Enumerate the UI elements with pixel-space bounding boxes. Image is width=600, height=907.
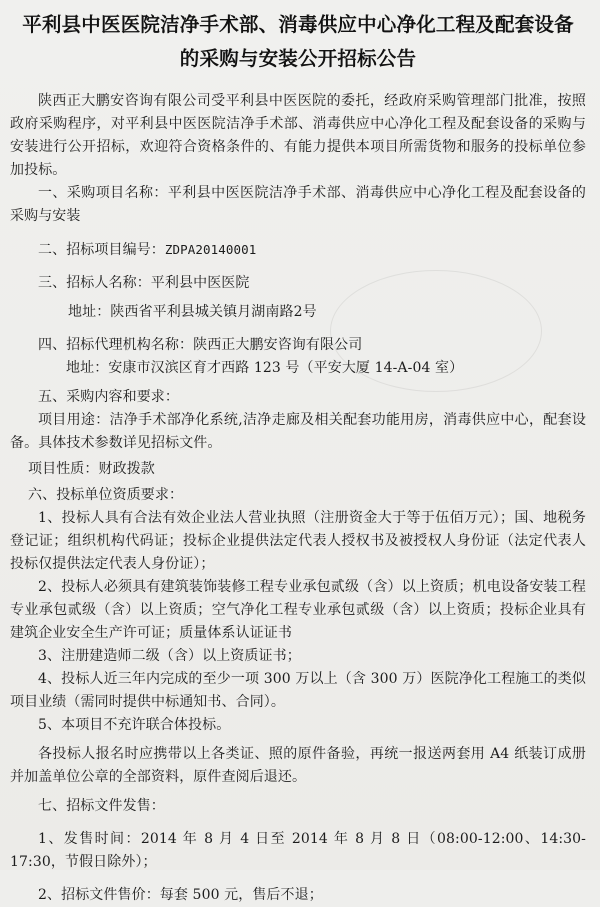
title-line-2: 的采购与安装公开招标公告: [179, 47, 417, 70]
section-5-heading: 五、采购内容和要求：: [38, 389, 179, 405]
section-6-item-2: 2、投标人必须具有建筑装饰装修工程专业承包贰级（含）以上资质；机电设备安装工程专业承包贰级（含）以上资质；空气净化工程专业承包贰级（含）以上资质；投标企业具有建筑企业安全生产许可证；质量体系认证证书: [10, 579, 586, 641]
section-7-item-2: 2、招标文件售价：每套 500 元，售后不退；: [38, 887, 323, 903]
section-6-item-1: 1、投标人具有合法有效企业法人营业执照（注册资金大于等于伍佰万元）；国、地税务登记证；组织机构代码证；投标企业提供法定代表人授权书及被授权人身份证（法定代表人投标仅提供法定代表人身份证）；: [10, 510, 586, 572]
section-2-project-number: [10, 238, 586, 262]
page-title: [10, 8, 586, 76]
section-3-tenderer-address: 地址：陕西省平利县城关镇月湖南路2号: [68, 304, 317, 320]
section-7-item-1: 1、发售时间：2014 年 8 月 4 日至 2014 年 8 月 8 日（08:00-12:00、14:30-17:30，节假日除外）；: [10, 831, 586, 870]
section-6-item-4: 4、投标人近三年内完成的至少一项 300 万以上（含 300 万）医院净化工程施工的类似项目业绩（需同时提供中标通知书、合同）。: [10, 671, 586, 710]
section-5-usage: 项目用途：洁净手术部净化系统,洁净走廊及相关配套功能用房，消毒供应中心，配套设备。具体技术参数详见招标文件。: [10, 412, 586, 451]
section-6-heading: 六、投标单位资质要求：: [28, 487, 184, 503]
section-4-agency-name: 四、招标代理机构名称：陕西正大鹏安咨询有限公司: [38, 337, 363, 353]
announcement-body: [10, 90, 586, 907]
section-4-agency-address: 地址：安康市汉滨区育才西路 123 号（平安大厦 14-A-04 室）: [66, 360, 464, 376]
section-6-note: 各投标人报名时应携带以上各类证、照的原件备验，再统一报送两套用 A4 纸装订成册并加盖单位公章的全部资料，原件查阅后退还。: [10, 746, 586, 785]
section-5-nature: 项目性质：财政拨款: [28, 461, 155, 477]
section-1-project-name: 一、采购项目名称：平利县中医医院洁净手术部、消毒供应中心净化工程及配套设备的采购与安装: [10, 185, 586, 224]
section-6-item-3: 3、注册建造师二级（含）以上资质证书；: [38, 648, 301, 664]
project-number-value: ZDPA20140001: [164, 242, 257, 257]
section-2-label: 二、招标项目编号：: [38, 242, 165, 258]
title-line-1: 平利县中医医院洁净手术部、消毒供应中心净化工程及配套设备: [22, 13, 574, 36]
section-6-item-5: 5、本项目不充许联合体投标。: [38, 717, 231, 733]
intro-paragraph: 陕西正大鹏安咨询有限公司受平利县中医医院的委托，经政府采购管理部门批准，按照政府采购程序，对平利县中医医院洁净手术部、消毒供应中心净化工程及配套设备的采购与安装进行公开招标，欢迎符合资格条件的、有能力提供本项目所需货物和服务的投标单位参加投标。: [10, 93, 586, 178]
section-7-heading: 七、招标文件发售：: [38, 798, 165, 814]
section-3-tenderer-name: 三、招标人名称：平利县中医医院: [38, 275, 250, 291]
